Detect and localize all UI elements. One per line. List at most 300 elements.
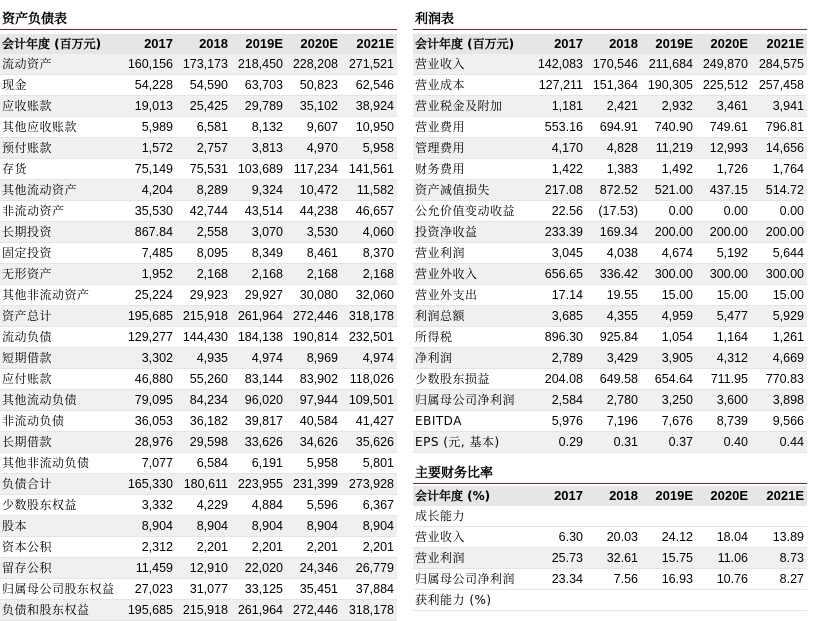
cell-value: 8,969 <box>286 348 341 369</box>
cell-value: 3,905 <box>641 348 696 369</box>
cell-value: 231,399 <box>286 474 341 495</box>
cell-value: 4,355 <box>586 306 641 327</box>
cell-value: 190,814 <box>286 327 341 348</box>
row-label: 流动负债 <box>0 327 121 348</box>
cell-value: 8,349 <box>231 243 286 264</box>
cell-value: 232,501 <box>341 327 397 348</box>
year-header: 2020E <box>696 34 751 54</box>
table-row <box>413 411 807 432</box>
cell-value: 36,053 <box>121 411 176 432</box>
cell-value: 514.72 <box>751 180 807 201</box>
table-row <box>413 390 807 411</box>
cell-value: 28,976 <box>121 432 176 453</box>
cell-value: 5,976 <box>531 411 586 432</box>
cell-value: 11,582 <box>341 180 397 201</box>
cell-value: 6,584 <box>176 453 231 474</box>
cell-value <box>531 506 586 527</box>
cell-value: 109,501 <box>341 390 397 411</box>
row-label: 营业收入 <box>413 54 531 75</box>
cell-value: 0.31 <box>586 432 641 453</box>
cell-value: 2,757 <box>176 138 231 159</box>
row-label: 留存公积 <box>0 558 121 579</box>
cell-value: 180,611 <box>176 474 231 495</box>
cell-value <box>531 590 586 611</box>
cell-value: 0.00 <box>696 201 751 222</box>
header-row <box>0 34 397 54</box>
row-label: 营业外支出 <box>413 285 531 306</box>
cell-value: 11.06 <box>696 548 751 569</box>
cell-value: 300.00 <box>641 264 696 285</box>
cell-value: 867.84 <box>121 222 176 243</box>
cell-value: 36,182 <box>176 411 231 432</box>
cell-value: 97,944 <box>286 390 341 411</box>
year-header: 2018 <box>176 34 231 54</box>
cell-value: 215,918 <box>176 306 231 327</box>
table-row <box>0 411 397 432</box>
cell-value: 233.39 <box>531 222 586 243</box>
row-label: 其他非流动资产 <box>0 285 121 306</box>
cell-value: 129,277 <box>121 327 176 348</box>
cell-value: 6.30 <box>531 527 586 548</box>
cell-value: 521.00 <box>641 180 696 201</box>
cell-value <box>641 590 696 611</box>
cell-value: 195,685 <box>121 306 176 327</box>
cell-value: 55,260 <box>176 369 231 390</box>
year-header: 2018 <box>586 34 641 54</box>
year-header: 2017 <box>531 34 586 54</box>
row-label: 固定投资 <box>0 243 121 264</box>
cell-value: 103,689 <box>231 159 286 180</box>
cell-value: 654.64 <box>641 369 696 390</box>
cell-value: 29,923 <box>176 285 231 306</box>
cell-value: 2,201 <box>176 537 231 558</box>
income-statement-title: 利润表 <box>413 8 807 30</box>
cell-value: 18.04 <box>696 527 751 548</box>
year-header: 2020E <box>696 486 751 506</box>
row-label: 资产总计 <box>0 306 121 327</box>
cell-value: 1,952 <box>121 264 176 285</box>
cell-value: 2,201 <box>341 537 397 558</box>
cell-value: 225,512 <box>696 75 751 96</box>
cell-value: 796.81 <box>751 117 807 138</box>
row-label: 资本公积 <box>0 537 121 558</box>
cell-value: 2,168 <box>286 264 341 285</box>
cell-value: 46,657 <box>341 201 397 222</box>
table-row <box>0 54 397 75</box>
cell-value: 261,964 <box>231 306 286 327</box>
balance-sheet-panel <box>0 8 397 621</box>
table-row <box>0 579 397 600</box>
cell-value: 3,070 <box>231 222 286 243</box>
cell-value: 3,332 <box>121 495 176 516</box>
cell-value: 4,884 <box>231 495 286 516</box>
row-label: 净利润 <box>413 348 531 369</box>
row-label: 其他非流动负债 <box>0 453 121 474</box>
cell-value: 33,125 <box>231 579 286 600</box>
row-label: 存货 <box>0 159 121 180</box>
cell-value: 170,546 <box>586 54 641 75</box>
table-row <box>0 75 397 96</box>
cell-value: 190,305 <box>641 75 696 96</box>
cell-value: 2,312 <box>121 537 176 558</box>
cell-value: 437.15 <box>696 180 751 201</box>
cell-value: 32,060 <box>341 285 397 306</box>
cell-value: 41,427 <box>341 411 397 432</box>
cell-value: 13.89 <box>751 527 807 548</box>
cell-value: 553.16 <box>531 117 586 138</box>
cell-value: 25.73 <box>531 548 586 569</box>
cell-value: 83,902 <box>286 369 341 390</box>
row-label: 应收账款 <box>0 96 121 117</box>
table-row <box>413 348 807 369</box>
year-header: 2019E <box>231 34 286 54</box>
table-row <box>413 201 807 222</box>
row-label: 少数股东损益 <box>413 369 531 390</box>
cell-value: 2,201 <box>286 537 341 558</box>
cell-value: 29,789 <box>231 96 286 117</box>
cell-value: 3,045 <box>531 243 586 264</box>
year-header: 2017 <box>121 34 176 54</box>
year-header: 2021E <box>751 34 807 54</box>
cell-value: 5,958 <box>286 453 341 474</box>
cell-value <box>751 590 807 611</box>
cell-value: 8.27 <box>751 569 807 590</box>
row-label: 非流动负债 <box>0 411 121 432</box>
cell-value: 4,312 <box>696 348 751 369</box>
row-label: 预付账款 <box>0 138 121 159</box>
row-label: 其他应收账款 <box>0 117 121 138</box>
cell-value: 7,676 <box>641 411 696 432</box>
cell-value: 272,446 <box>286 600 341 621</box>
cell-value: 15.00 <box>751 285 807 306</box>
table-row <box>413 159 807 180</box>
cell-value: 0.29 <box>531 432 586 453</box>
table-row <box>413 369 807 390</box>
row-label: 负债合计 <box>0 474 121 495</box>
cell-value: 30,080 <box>286 285 341 306</box>
cell-value: 44,238 <box>286 201 341 222</box>
row-label: 营业费用 <box>413 117 531 138</box>
cell-value: 271,521 <box>341 54 397 75</box>
row-label: 获利能力 (%) <box>413 590 531 611</box>
cell-value: 2,168 <box>176 264 231 285</box>
cell-value: 2,168 <box>231 264 286 285</box>
cell-value: 195,685 <box>121 600 176 621</box>
cell-value: 656.65 <box>531 264 586 285</box>
cell-value: 33,626 <box>231 432 286 453</box>
cell-value: 300.00 <box>696 264 751 285</box>
cell-value: 5,958 <box>341 138 397 159</box>
cell-value: 15.75 <box>641 548 696 569</box>
cell-value: 261,964 <box>231 600 286 621</box>
cell-value: 16.93 <box>641 569 696 590</box>
header-row <box>413 34 807 54</box>
cell-value: 19,013 <box>121 96 176 117</box>
cell-value: 32.61 <box>586 548 641 569</box>
cell-value: 1,261 <box>751 327 807 348</box>
cell-value: (17.53) <box>586 201 641 222</box>
table-row <box>0 600 397 621</box>
cell-value: 896.30 <box>531 327 586 348</box>
cell-value: 160,156 <box>121 54 176 75</box>
income-statement-panel <box>413 8 807 453</box>
cell-value: 50,823 <box>286 75 341 96</box>
cell-value: 3,530 <box>286 222 341 243</box>
income-statement-table <box>413 34 807 453</box>
cell-value: 336.42 <box>586 264 641 285</box>
cell-value: 4,669 <box>751 348 807 369</box>
ratios-panel <box>413 462 807 611</box>
cell-value: 273,928 <box>341 474 397 495</box>
cell-value: 184,138 <box>231 327 286 348</box>
cell-value: 5,989 <box>121 117 176 138</box>
row-label: 现金 <box>0 75 121 96</box>
cell-value: 25,425 <box>176 96 231 117</box>
cell-value: 211,684 <box>641 54 696 75</box>
cell-value: 23.34 <box>531 569 586 590</box>
cell-value: 4,229 <box>176 495 231 516</box>
table-row <box>413 590 807 611</box>
cell-value: 79,095 <box>121 390 176 411</box>
cell-value: 83,144 <box>231 369 286 390</box>
table-row <box>413 138 807 159</box>
cell-value: 4,038 <box>586 243 641 264</box>
cell-value: 8.73 <box>751 548 807 569</box>
cell-value: 3,429 <box>586 348 641 369</box>
cell-value: 3,941 <box>751 96 807 117</box>
cell-value: 165,330 <box>121 474 176 495</box>
cell-value: 35,451 <box>286 579 341 600</box>
table-row <box>0 306 397 327</box>
table-row <box>0 201 397 222</box>
table-row <box>0 537 397 558</box>
row-label: EBITDA <box>413 411 531 432</box>
cell-value: 4,935 <box>176 348 231 369</box>
row-label: 成长能力 <box>413 506 531 527</box>
cell-value: 54,590 <box>176 75 231 96</box>
cell-value: 1,764 <box>751 159 807 180</box>
cell-value <box>696 590 751 611</box>
row-label: 营业收入 <box>413 527 531 548</box>
table-row <box>413 243 807 264</box>
year-header: 2021E <box>751 486 807 506</box>
table-row <box>0 558 397 579</box>
year-header: 2018 <box>586 486 641 506</box>
cell-value: 3,302 <box>121 348 176 369</box>
table-row <box>413 96 807 117</box>
cell-value: 2,584 <box>531 390 586 411</box>
cell-value: 3,250 <box>641 390 696 411</box>
cell-value: 9,324 <box>231 180 286 201</box>
table-row <box>0 96 397 117</box>
table-row <box>0 369 397 390</box>
table-row <box>413 306 807 327</box>
cell-value: 740.90 <box>641 117 696 138</box>
cell-value: 25,224 <box>121 285 176 306</box>
row-label: 管理费用 <box>413 138 531 159</box>
cell-value: 2,789 <box>531 348 586 369</box>
cell-value: 4,959 <box>641 306 696 327</box>
cell-value: 117,234 <box>286 159 341 180</box>
balance-sheet-title: 资产负债表 <box>0 8 397 30</box>
row-label: 应付账款 <box>0 369 121 390</box>
cell-value: 3,685 <box>531 306 586 327</box>
row-label: 所得税 <box>413 327 531 348</box>
table-row <box>413 548 807 569</box>
table-row <box>413 327 807 348</box>
cell-value: 151,364 <box>586 75 641 96</box>
cell-value: 215,918 <box>176 600 231 621</box>
row-label: 非流动资产 <box>0 201 121 222</box>
table-row <box>413 54 807 75</box>
cell-value: 8,370 <box>341 243 397 264</box>
cell-value: 770.83 <box>751 369 807 390</box>
cell-value: 26,779 <box>341 558 397 579</box>
cell-value: 217.08 <box>531 180 586 201</box>
cell-value: 35,102 <box>286 96 341 117</box>
cell-value: 10,472 <box>286 180 341 201</box>
cell-value <box>586 506 641 527</box>
row-label: 股本 <box>0 516 121 537</box>
row-label: 资产减值损失 <box>413 180 531 201</box>
cell-value: 14,656 <box>751 138 807 159</box>
row-label: 流动资产 <box>0 54 121 75</box>
cell-value: 3,813 <box>231 138 286 159</box>
row-label: 公允价值变动收益 <box>413 201 531 222</box>
cell-value: 12,910 <box>176 558 231 579</box>
cell-value: 4,204 <box>121 180 176 201</box>
table-row <box>413 285 807 306</box>
cell-value: 10.76 <box>696 569 751 590</box>
cell-value: 5,801 <box>341 453 397 474</box>
cell-value: 8,904 <box>341 516 397 537</box>
cell-value: 6,191 <box>231 453 286 474</box>
cell-value: 38,924 <box>341 96 397 117</box>
cell-value: 169.34 <box>586 222 641 243</box>
cell-value: 257,458 <box>751 75 807 96</box>
cell-value: 1,422 <box>531 159 586 180</box>
cell-value: 4,828 <box>586 138 641 159</box>
cell-value: 127,211 <box>531 75 586 96</box>
cell-value: 1,054 <box>641 327 696 348</box>
cell-value <box>586 590 641 611</box>
cell-value: 1,492 <box>641 159 696 180</box>
table-row <box>413 527 807 548</box>
cell-value: 144,430 <box>176 327 231 348</box>
row-label: 营业利润 <box>413 243 531 264</box>
cell-value: 75,149 <box>121 159 176 180</box>
cell-value: 15.00 <box>641 285 696 306</box>
header-label: 会计年度 (百万元) <box>413 34 531 54</box>
cell-value: 20.03 <box>586 527 641 548</box>
cell-value: 46,880 <box>121 369 176 390</box>
table-row <box>0 243 397 264</box>
cell-value: 4,970 <box>286 138 341 159</box>
cell-value: 10,950 <box>341 117 397 138</box>
row-label: 归属母公司净利润 <box>413 390 531 411</box>
cell-value: 84,234 <box>176 390 231 411</box>
cell-value: 1,181 <box>531 96 586 117</box>
cell-value: 649.58 <box>586 369 641 390</box>
cell-value: 2,201 <box>231 537 286 558</box>
cell-value: 4,170 <box>531 138 586 159</box>
table-row <box>413 222 807 243</box>
header-label: 会计年度 (%) <box>413 486 531 506</box>
cell-value: 75,531 <box>176 159 231 180</box>
cell-value: 11,459 <box>121 558 176 579</box>
row-label: 无形资产 <box>0 264 121 285</box>
table-row <box>0 117 397 138</box>
cell-value: 5,477 <box>696 306 751 327</box>
table-row <box>413 432 807 453</box>
cell-value: 711.95 <box>696 369 751 390</box>
cell-value: 2,780 <box>586 390 641 411</box>
row-label: 营业外收入 <box>413 264 531 285</box>
table-row <box>0 180 397 201</box>
cell-value: 4,060 <box>341 222 397 243</box>
cell-value: 8,904 <box>286 516 341 537</box>
cell-value: 223,955 <box>231 474 286 495</box>
header-label: 会计年度 (百万元) <box>0 34 121 54</box>
cell-value: 925.84 <box>586 327 641 348</box>
cell-value: 8,289 <box>176 180 231 201</box>
table-row <box>0 390 397 411</box>
cell-value: 7,485 <box>121 243 176 264</box>
cell-value: 0.00 <box>751 201 807 222</box>
cell-value: 4,674 <box>641 243 696 264</box>
cell-value: 6,581 <box>176 117 231 138</box>
cell-value: 37,884 <box>341 579 397 600</box>
cell-value: 12,993 <box>696 138 751 159</box>
cell-value: 39,817 <box>231 411 286 432</box>
table-row <box>0 495 397 516</box>
cell-value: 872.52 <box>586 180 641 201</box>
table-row <box>413 117 807 138</box>
cell-value: 1,572 <box>121 138 176 159</box>
row-label: 短期借款 <box>0 348 121 369</box>
cell-value: 62,546 <box>341 75 397 96</box>
table-row <box>0 327 397 348</box>
cell-value: 7,077 <box>121 453 176 474</box>
cell-value: 63,703 <box>231 75 286 96</box>
cell-value: 300.00 <box>751 264 807 285</box>
year-header: 2019E <box>641 486 696 506</box>
table-row <box>0 222 397 243</box>
cell-value: 228,208 <box>286 54 341 75</box>
cell-value: 200.00 <box>751 222 807 243</box>
year-header: 2020E <box>286 34 341 54</box>
cell-value: 8,904 <box>231 516 286 537</box>
cell-value: 173,173 <box>176 54 231 75</box>
row-label: 利润总额 <box>413 306 531 327</box>
cell-value: 7,196 <box>586 411 641 432</box>
cell-value: 6,367 <box>341 495 397 516</box>
row-label: 营业税金及附加 <box>413 96 531 117</box>
cell-value: 24.12 <box>641 527 696 548</box>
year-header: 2017 <box>531 486 586 506</box>
cell-value: 0.44 <box>751 432 807 453</box>
cell-value: 42,744 <box>176 201 231 222</box>
table-row <box>413 506 807 527</box>
cell-value: 3,898 <box>751 390 807 411</box>
cell-value: 218,450 <box>231 54 286 75</box>
ratios-table <box>413 486 807 611</box>
table-row <box>0 285 397 306</box>
cell-value: 118,026 <box>341 369 397 390</box>
cell-value: 3,461 <box>696 96 751 117</box>
cell-value: 22.56 <box>531 201 586 222</box>
cell-value: 29,927 <box>231 285 286 306</box>
